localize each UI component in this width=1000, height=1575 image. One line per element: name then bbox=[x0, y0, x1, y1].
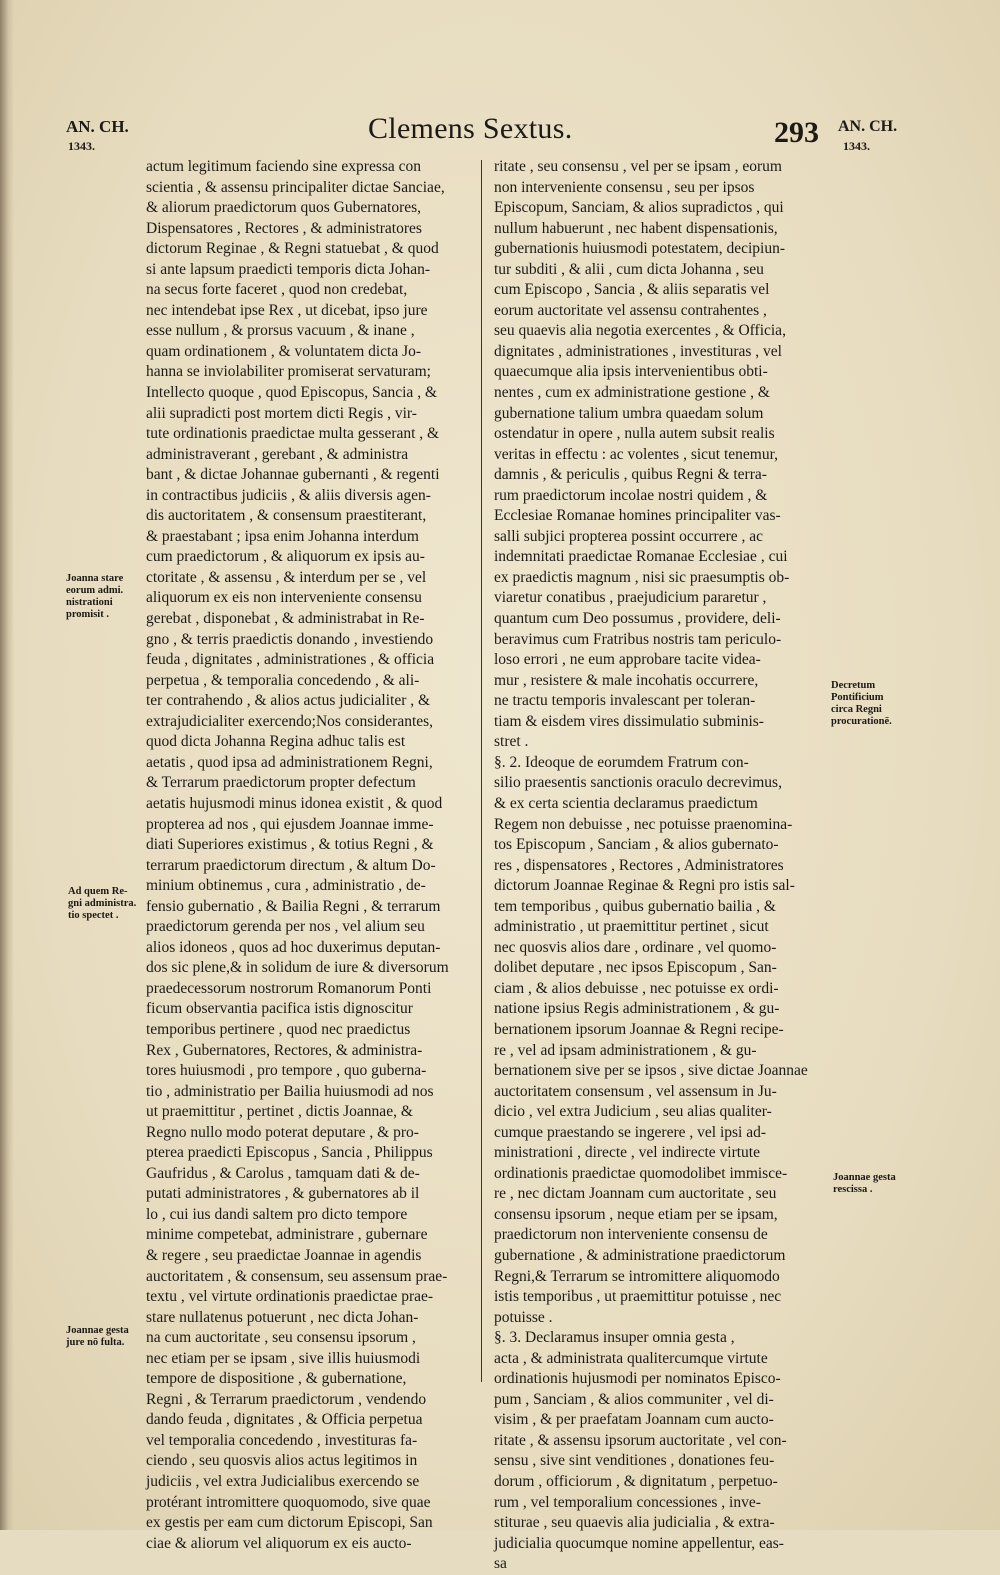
text-line: cumque praestando se ingerere , vel ipsi ad- bbox=[494, 1123, 767, 1141]
text-line: ciae & aliorum vel aliquorum ex eis aucto- bbox=[146, 1534, 412, 1552]
text-line: alii supradicti post mortem dicti Regis , vir- bbox=[146, 404, 417, 422]
text-line: quantum cum Deo possumus , providere, deli- bbox=[494, 610, 781, 628]
year-right: 1343. bbox=[843, 139, 870, 153]
text-line: praedictorum non interveniente consensu de bbox=[494, 1226, 768, 1244]
text-line: istis temporibus , ut praemittitur potuisse , nec bbox=[494, 1288, 782, 1306]
text-line: tos Episcopum , Sanciam , & alios gubernato- bbox=[494, 836, 779, 854]
text-line: non interveniente consensu , seu per ipsos bbox=[494, 178, 755, 196]
text-line: salli subjici propterea possint occurrere , ac bbox=[494, 527, 763, 545]
margin-note-decretum bbox=[831, 680, 892, 728]
text-line: pterea praedicti Episcopus , Sancia , Philippus bbox=[146, 1144, 433, 1162]
text-line: protérant intromittere quoquomodo, sive quae bbox=[146, 1493, 431, 1511]
text-line: gubernationis huiusmodi potestatem, decipiun- bbox=[494, 240, 786, 258]
text-line: aliquorum ex eis non interveniente consensu bbox=[146, 589, 422, 607]
margin-note-joannae-gesta-jure bbox=[66, 1325, 129, 1349]
text-line: gerebat , disponebat , & administrabat in Re- bbox=[146, 610, 425, 628]
text-line: ciendo , seu quosvis alios actus legitimos in bbox=[146, 1452, 418, 1470]
text-line: quam ordinationem , & voluntatem dicta Jo- bbox=[146, 342, 422, 360]
text-line: consensu ipsorum , neque etiam per se ipsam, bbox=[494, 1205, 778, 1223]
text-line: Regem non debuisse , nec potuisse praenomina- bbox=[494, 815, 793, 833]
text-line: terrarum praedictorum directum , & altum Do- bbox=[146, 856, 436, 874]
text-line: nentes , cum ex administratione gestione , & bbox=[494, 384, 770, 402]
text-line: dorum , officiorum , & dignitatum , perpetuo- bbox=[494, 1473, 778, 1490]
text-line: §. 2. Ideoque de eorumdem Fratrum con- bbox=[494, 753, 749, 771]
text-line: dando feuda , dignitates , & Officia perpetua bbox=[146, 1411, 423, 1429]
margin-note-line: circa Regni bbox=[831, 704, 882, 715]
text-line: nec etiam per se ipsam , sive illis huiusmodi bbox=[146, 1349, 421, 1367]
text-line: temporibus pertinere , quod nec praedictus bbox=[146, 1020, 411, 1038]
text-line: mur , resistere & male incohatis occurrere, bbox=[494, 671, 759, 689]
text-line: Dispensatores , Rectores , & administratores bbox=[146, 219, 422, 237]
text-line: Regni , & Terrarum praedictorum , vendendo bbox=[146, 1390, 427, 1408]
text-line: & ex certa scientia declaramus praedictum bbox=[494, 794, 758, 812]
text-line: ter contrahendo , & alios actus judicialiter , & bbox=[146, 692, 431, 710]
text-line: rum praedictorum incolae nostri quidem , & bbox=[494, 486, 768, 504]
margin-note-ad-quem bbox=[68, 886, 136, 922]
text-line: ritate , & assensu ipsorum auctoritate , vel con- bbox=[494, 1431, 787, 1449]
text-line: sa bbox=[494, 1555, 507, 1573]
text-line: stret . bbox=[494, 733, 529, 751]
margin-note-line: gni administra. bbox=[68, 898, 137, 909]
text-line: damnis , & periculis , quibus Regni & terra- bbox=[494, 466, 767, 484]
text-line: acta , & administrata qualitercumque virtute bbox=[494, 1349, 768, 1367]
year-left: 1343. bbox=[68, 139, 95, 153]
text-line: gubernatione talium umbra quaedam solum bbox=[494, 404, 764, 422]
text-line: judicialia quocumque nomine appellentur, eas- bbox=[494, 1534, 784, 1552]
text-line: hanna se inviolabiliter promiserat servaturam; bbox=[146, 363, 431, 381]
right-text-column bbox=[494, 157, 824, 1575]
text-line: extrajudicialiter exercendo;Nos considerantes, bbox=[146, 712, 434, 730]
text-line: tem temporibus , quibus gubernatio bailia , & bbox=[494, 897, 776, 915]
text-line: stiturae , seu quaevis alia judicialia , & extra- bbox=[494, 1514, 775, 1532]
text-line: tiam & eisdem vires dissimulatio subminis- bbox=[494, 712, 764, 730]
text-line: putati administratores , & gubernatores ab il bbox=[146, 1185, 420, 1203]
text-line: lo , cui ius dandi saltem pro dicto tempore bbox=[146, 1205, 408, 1223]
text-line: pum , Sanciam , & alios communiter , vel di- bbox=[494, 1390, 774, 1408]
text-line: natione ipsius Regis administrationem , & gu- bbox=[494, 1000, 780, 1018]
text-line: dictorum Joannae Reginae & Regni pro istis sal- bbox=[494, 877, 795, 895]
text-line: ex gestis per eam cum dictorum Episcopi, San bbox=[146, 1514, 433, 1532]
text-line: minime competebat, administrare , gubernare bbox=[146, 1226, 428, 1244]
text-line: Rex , Gubernatores, Rectores, & administra- bbox=[146, 1041, 423, 1059]
text-line: Episcopum, Sanciam, & alios supradictos , qui bbox=[494, 199, 784, 217]
text-line: potuisse . bbox=[494, 1308, 553, 1326]
text-line: tores huiusmodi , pro tempore , quo guberna- bbox=[146, 1062, 427, 1080]
text-line: praedictorum gerenda per nos , vel alium seu bbox=[146, 918, 425, 936]
year-label-left: AN. CH. bbox=[66, 117, 129, 136]
text-line: dicio , vel extra Judicium , seu alias qualiter- bbox=[494, 1103, 772, 1121]
text-line: auctoritatem consensum , vel assensum in Ju- bbox=[494, 1082, 777, 1100]
text-line: ministrationi , directe , vel indirecte virtute bbox=[494, 1144, 760, 1162]
page-binding-edge bbox=[0, 0, 14, 1530]
text-line: loso errori , ne eum approbare tacite videa- bbox=[494, 651, 761, 669]
text-line: si ante lapsum praedicti temporis dicta Johan- bbox=[146, 260, 431, 278]
text-line: esse nullum , & prorsus vacuum , & inane , bbox=[146, 322, 415, 340]
margin-note-joanna-stare bbox=[66, 573, 123, 621]
text-line: Intellecto quoque , quod Episcopus, Sancia , & bbox=[146, 384, 437, 402]
text-line: administraverant , gerebant , & administra bbox=[146, 445, 409, 463]
margin-note-line: eorum admi. bbox=[66, 585, 124, 596]
text-line: gubernatione , & administratione praedictorum bbox=[494, 1246, 786, 1264]
margin-note-joannae-gesta-rescissa bbox=[833, 1172, 896, 1196]
text-line: Regno nullo modo poterat deputare , & pro- bbox=[146, 1123, 419, 1141]
text-line: & praestabant ; ipsa enim Johanna interdum bbox=[146, 527, 419, 545]
text-line: tute ordinationis praedictae multa gesserant , & bbox=[146, 425, 440, 443]
text-line: diati Superiores existimus , & totius Regni , & bbox=[146, 836, 434, 854]
text-line: tio , administratio per Bailia huiusmodi ad nos bbox=[146, 1082, 434, 1100]
text-line: tempore de dispositione , & gubernatione, bbox=[146, 1370, 407, 1388]
text-line: ciam , & alios debuisse , nec potuisse ex ordi- bbox=[494, 979, 779, 997]
margin-note-line: Joanna stare bbox=[66, 573, 124, 584]
text-line: rum , vel temporalium concessiones , inve- bbox=[494, 1493, 761, 1511]
text-line: §. 3. Declaramus insuper omnia gesta , bbox=[494, 1329, 735, 1347]
text-line: & regere , seu praedictae Joannae in agendis bbox=[146, 1246, 422, 1264]
margin-note-line: tio spectet . bbox=[68, 910, 119, 921]
column-divider bbox=[481, 160, 482, 1382]
text-line: tur subditi , & alii , cum dicta Johanna , seu bbox=[494, 260, 764, 278]
text-line: stare nullatenus potuerunt , nec dicta Johan- bbox=[146, 1308, 419, 1326]
text-line: seu quaevis alia negotia exercentes , & Officia, bbox=[494, 322, 786, 340]
text-line: indemnitati praedictae Romanae Ecclesiae , cui bbox=[494, 548, 788, 566]
text-line: minium obtinemus , cura , administratio , de- bbox=[146, 877, 426, 895]
text-line: ut praemittitur , pertinet , dictis Joannae, & bbox=[146, 1103, 413, 1121]
text-line: res , dispensatores , Rectores , Administratores bbox=[494, 856, 784, 874]
text-line: praedecessorum nostrorum Romanorum Ponti bbox=[146, 979, 432, 997]
text-line: bernationem sive per se ipsos , sive dictae Joannae bbox=[494, 1062, 808, 1080]
year-label-right: AN. CH. bbox=[838, 118, 898, 135]
text-line: na secus forte faceret , quod non credebat, bbox=[146, 281, 408, 299]
text-line: viaretur conatibus , praejudicium pararetur , bbox=[494, 589, 767, 607]
text-line: ex praedictis magnum , nisi sic praesumptis ob- bbox=[494, 568, 790, 586]
text-line: re , vel ad ipsam administrationem , & gu- bbox=[494, 1041, 757, 1059]
margin-note-line: rescissa . bbox=[833, 1184, 873, 1195]
text-line: cum praedictorum , & aliquorum ex ipsis au- bbox=[146, 548, 425, 566]
margin-note-line: nistrationi bbox=[66, 597, 113, 608]
text-line: administratio , ut praemittitur pertinet , sicut bbox=[494, 918, 769, 936]
text-line: auctoritatem , & consensum, seu assensum prae- bbox=[146, 1267, 448, 1285]
margin-note-line: Pontificium bbox=[831, 692, 884, 703]
text-line: in contractibus judiciis , & aliis diversis agen- bbox=[146, 486, 431, 504]
text-line: Gaufridus , & Carolus , tamquam dati & de- bbox=[146, 1164, 420, 1182]
page-title: Clemens Sextus. bbox=[368, 112, 573, 145]
text-line: nec intendebat ipse Rex , ut dicebat, ipso jure bbox=[146, 301, 428, 319]
text-line: sensu , sive sint venditiones , donationes feu- bbox=[494, 1452, 775, 1470]
page-number: 293 bbox=[774, 116, 819, 149]
margin-note-line: procurationē. bbox=[831, 716, 892, 727]
text-line: textu , vel virtute ordinationis praedictae prae- bbox=[146, 1288, 434, 1306]
text-line: ordinationis praedictae quomodolibet immisce- bbox=[494, 1164, 788, 1182]
text-line: gno , & terris praedictis donando , investiendo bbox=[146, 630, 434, 648]
margin-note-line: Joannae gesta bbox=[833, 1172, 896, 1183]
left-text-column bbox=[146, 157, 476, 1554]
text-line: na cum auctoritate , seu consensu ipsorum , bbox=[146, 1329, 416, 1347]
text-line: visim , & per praefatam Joannam cum aucto- bbox=[494, 1411, 774, 1429]
text-line: Regni,& Terrarum se intromittere aliquomodo bbox=[494, 1267, 780, 1285]
text-line: ritate , seu consensu , vel per se ipsam , eorum bbox=[494, 158, 782, 175]
text-line: perpetua , & temporalia concedendo , & ali- bbox=[146, 671, 420, 689]
text-line: dignitates , administrationes , investituras , vel bbox=[494, 342, 782, 360]
text-line: eorum auctoritate vel assensu contrahentes , bbox=[494, 301, 767, 319]
margin-note-line: Joannae gesta bbox=[66, 1325, 129, 1336]
margin-note-line: Ad quem Re- bbox=[68, 886, 128, 897]
text-line: silio praesentis sanctionis oraculo decrevimus, bbox=[494, 774, 782, 792]
text-line: ostendatur in opere , nulla autem subsit realis bbox=[494, 425, 775, 443]
text-line: dolibet deputare , nec ipsos Episcopum , San- bbox=[494, 959, 777, 977]
text-line: quaecumque alia ipsis intervenientibus obti- bbox=[494, 363, 768, 381]
text-line: Ecclesiae Romanae homines principaliter vas- bbox=[494, 507, 781, 525]
text-line: alios idoneos , quos ad hoc duxerimus deputan- bbox=[146, 938, 441, 956]
text-line: dos sic plene,& in solidum de iure & diversorum bbox=[146, 959, 449, 977]
margin-note-line: Decretum bbox=[831, 680, 876, 691]
text-line: bernationem ipsorum Joannae & Regni recipe- bbox=[494, 1020, 784, 1038]
text-line: ordinationis hujusmodi per nominatos Episco- bbox=[494, 1370, 781, 1388]
text-line: dictorum Reginae , & Regni statuebat , & quod bbox=[146, 240, 439, 258]
text-line: nullum habuerunt , nec habent dispensationis, bbox=[494, 219, 778, 237]
text-line: propterea ad nos , qui ejusdem Joannae imme- bbox=[146, 815, 434, 833]
text-line: beravimus cum Fratribus nostris tam periculo- bbox=[494, 630, 782, 648]
text-line: quod dicta Johanna Regina adhuc talis est bbox=[146, 733, 406, 751]
text-line: aetatis hujusmodi minus idonea existit , & quod bbox=[146, 794, 443, 812]
text-line: judiciis , vel extra Judicialibus exercendo se bbox=[146, 1473, 420, 1490]
text-line: & aliorum praedictorum quos Gubernatores, bbox=[146, 199, 422, 217]
text-line: scientia , & assensu principaliter dictae Sanciae, bbox=[146, 178, 445, 196]
text-line: nec quosvis alios dare , ordinare , vel quomo- bbox=[494, 938, 777, 956]
text-line: actum legitimum faciendo sine expressa con bbox=[146, 158, 422, 175]
text-line: bant , & dictae Johannae gubernanti , & regenti bbox=[146, 466, 440, 484]
text-line: re , nec dictam Joannam cum auctoritate , seu bbox=[494, 1185, 777, 1203]
margin-note-line: jure nō fulta. bbox=[66, 1337, 125, 1348]
text-line: & Terrarum praedictorum propter defectum bbox=[146, 774, 416, 792]
text-line: aetatis , quod ipsa ad administrationem Regni, bbox=[146, 753, 433, 771]
text-line: fensio gubernatio , & Bailia Regni , & terrarum bbox=[146, 897, 441, 915]
text-line: dis auctoritatem , & consensum praestiterant, bbox=[146, 507, 427, 525]
margin-note-line: promisit . bbox=[66, 609, 109, 620]
text-line: vel temporalia concedendo , investituras fa- bbox=[146, 1431, 418, 1449]
text-line: cum Episcopo , Sancia , & aliis separatis vel bbox=[494, 281, 770, 299]
text-line: ne tractu temporis invalescant per toleran- bbox=[494, 692, 756, 710]
text-line: feuda , dignitates , administrationes , & officia bbox=[146, 651, 435, 669]
text-line: veritas in effectu : ac volentes , sicut tenemur, bbox=[494, 445, 779, 463]
text-line: ctoritate , & assensu , & interdum per se , vel bbox=[146, 568, 427, 586]
text-line: ficum observantia pacifica istis dignoscitur bbox=[146, 1000, 413, 1018]
